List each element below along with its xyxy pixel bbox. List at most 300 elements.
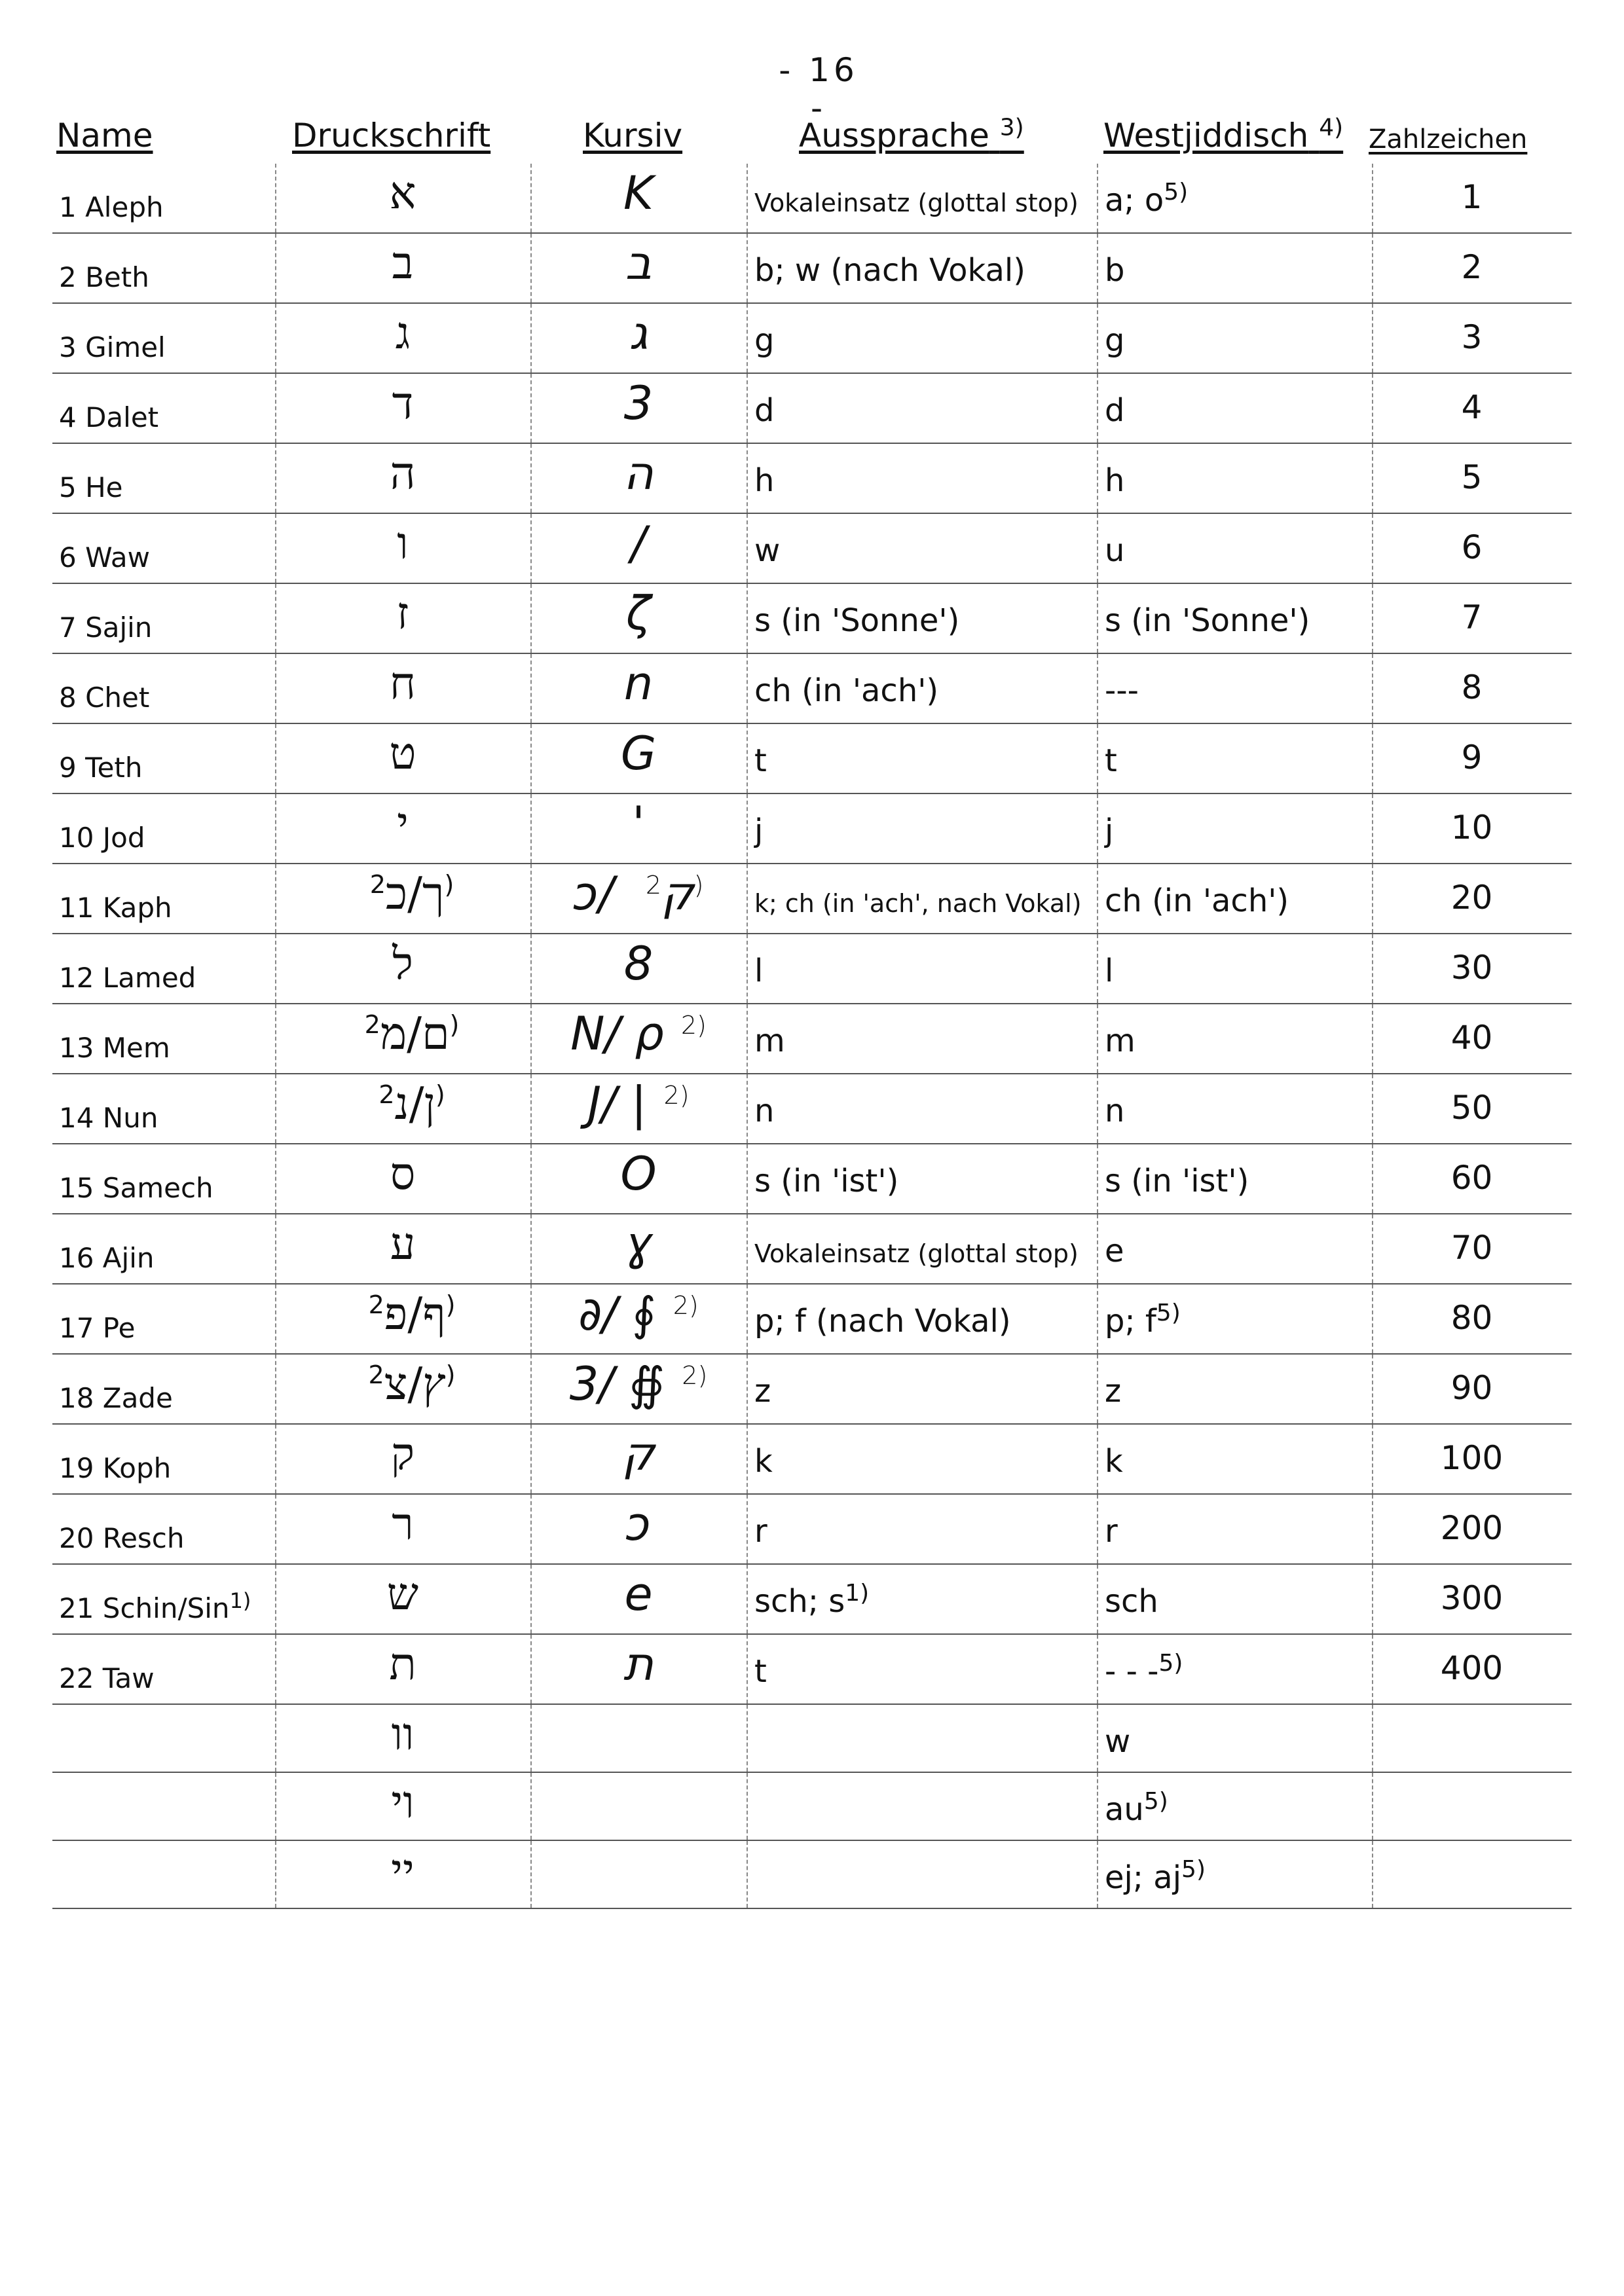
letter-name-text: 2 Beth	[59, 261, 149, 293]
table-cell	[530, 1425, 747, 1493]
kursiv-letter: G	[620, 727, 657, 780]
aussprache-value	[754, 462, 774, 499]
druckschrift-glyph	[275, 1008, 530, 1060]
aussprache-text: sch; s	[754, 1583, 845, 1620]
aussprache-text: p; f (nach Vokal)	[754, 1303, 1011, 1339]
kursiv-letter: K	[623, 166, 654, 220]
kursiv-glyph	[530, 1287, 747, 1341]
zahlzeichen-value: 400	[1440, 1649, 1504, 1687]
kursiv-glyph	[530, 306, 747, 360]
table-row	[52, 654, 1572, 724]
kursiv-letter: ɣ	[625, 1217, 652, 1271]
letter-name-text: 8 Chet	[59, 682, 150, 714]
table-cell	[52, 1355, 275, 1423]
table-cell	[1372, 1841, 1572, 1908]
table-cell	[1372, 1074, 1572, 1143]
table-cell	[747, 584, 1097, 653]
aussprache-value	[754, 742, 767, 779]
zahlzeichen-value: 20	[1450, 879, 1493, 917]
aussprache-value	[754, 252, 1025, 289]
letter-name-text: 6 Waw	[59, 541, 151, 574]
aussprache-value	[754, 1239, 1079, 1268]
druckschrift-glyph	[275, 308, 530, 359]
table-cell	[747, 444, 1097, 513]
westjiddisch-value	[1105, 1093, 1124, 1129]
kursiv-letter: ג	[629, 306, 648, 360]
letter-name-text: 18 Zade	[59, 1382, 173, 1414]
table-cell	[747, 724, 1097, 793]
letter-name	[59, 1382, 173, 1414]
table-cell	[1097, 1635, 1372, 1704]
footnote-marker: 2)	[673, 1290, 699, 1320]
table-cell	[52, 934, 275, 1003]
table-cell	[530, 1214, 747, 1283]
table-row	[52, 934, 1572, 1004]
zahlzeichen-value: 5	[1461, 458, 1483, 496]
table-cell	[530, 1285, 747, 1353]
table-cell	[52, 654, 275, 723]
header-aussprache-label: Aussprache	[799, 117, 989, 155]
table-cell	[275, 514, 530, 583]
druckschrift-digraph: יי	[391, 1845, 415, 1897]
alphabet-table	[52, 98, 1572, 1909]
druckschrift-digraph: וי	[391, 1777, 415, 1829]
table-cell	[1372, 234, 1572, 302]
table-cell	[530, 1074, 747, 1143]
zahlzeichen-value: 30	[1450, 949, 1493, 987]
westjiddisch-value	[1105, 602, 1310, 639]
westjiddisch-value	[1105, 462, 1124, 499]
table-cell	[275, 1495, 530, 1563]
druckschrift-glyph	[275, 238, 530, 289]
table-cell	[52, 794, 275, 863]
header-druckschrift: Druckschrift	[292, 117, 491, 155]
kursiv-letter: 3/ ∯	[569, 1357, 665, 1411]
zahlzeichen-value: 90	[1450, 1369, 1493, 1407]
table-cell	[52, 1004, 275, 1073]
table-row	[52, 1495, 1572, 1565]
kursiv-letter: ת	[623, 1637, 654, 1691]
table-cell	[1097, 934, 1372, 1003]
aussprache-text: Vokaleinsatz (glottal stop)	[754, 1239, 1079, 1268]
druckschrift-glyph	[275, 1777, 530, 1829]
letter-name	[59, 752, 143, 784]
letter-name	[59, 682, 149, 714]
aussprache-text: ch (in 'ach')	[754, 672, 939, 709]
zahlzeichen-value: 10	[1450, 809, 1493, 847]
druckschrift-glyph	[275, 1709, 530, 1760]
letter-name-text: 5 He	[59, 471, 123, 503]
kursiv-letter: /	[631, 517, 646, 570]
header-westjiddisch-note: 4)	[1319, 114, 1344, 141]
kursiv-letter: ɔ/ ק	[573, 867, 694, 920]
table-cell	[1097, 864, 1372, 933]
kursiv-glyph	[530, 1147, 747, 1201]
letter-name	[59, 611, 152, 644]
zahlzeichen-value: 80	[1450, 1299, 1493, 1337]
zahlzeichen-value: 60	[1450, 1159, 1493, 1197]
kursiv-letter: ∂/ ∮	[578, 1287, 656, 1341]
table-cell	[52, 164, 275, 232]
table-cell	[747, 164, 1097, 232]
druckschrift-glyph	[275, 728, 530, 780]
table-cell	[275, 1214, 530, 1283]
kursiv-glyph	[530, 727, 747, 780]
kursiv-glyph	[530, 797, 747, 850]
westjiddisch-value	[1105, 179, 1189, 219]
westjiddisch-text: b	[1105, 252, 1125, 289]
table-row	[52, 304, 1572, 374]
table-cell	[275, 234, 530, 302]
zahlzeichen-value: 40	[1450, 1019, 1493, 1057]
table-cell	[1097, 1773, 1372, 1840]
table-cell	[1372, 444, 1572, 513]
letter-name-text: 17 Pe	[59, 1312, 136, 1344]
westjiddisch-text: r	[1105, 1513, 1118, 1550]
letter-name	[59, 1032, 170, 1064]
westjiddisch-value	[1105, 1023, 1135, 1059]
header-kursiv: Kursiv	[583, 117, 683, 155]
footnote-marker: 2)	[368, 1360, 456, 1390]
table-cell	[52, 1074, 275, 1143]
kursiv-glyph	[530, 587, 747, 640]
druckschrift-letter: ו	[397, 518, 409, 570]
druckschrift-letter: ם/מ	[380, 1008, 450, 1060]
aussprache-value	[754, 889, 1082, 918]
footnote-marker: 5)	[1158, 1650, 1183, 1677]
table-cell	[1372, 584, 1572, 653]
table-cell	[1372, 724, 1572, 793]
table-cell	[1372, 794, 1572, 863]
aussprache-text: z	[754, 1373, 771, 1410]
kursiv-letter: 8	[623, 937, 654, 991]
westjiddisch-text: s (in 'ist')	[1105, 1163, 1249, 1199]
table-cell	[1097, 1705, 1372, 1772]
table-cell	[1372, 1004, 1572, 1073]
table-cell	[747, 1214, 1097, 1283]
header-westjiddisch	[1103, 114, 1344, 155]
druckschrift-glyph	[275, 168, 530, 219]
letter-name-text: 13 Mem	[59, 1032, 170, 1064]
table-cell	[275, 654, 530, 723]
letter-name-text: 12 Lamed	[59, 962, 196, 994]
letter-name-text: 1 Aleph	[59, 191, 164, 223]
footnote-marker: 2)	[682, 1360, 708, 1390]
kursiv-glyph	[530, 657, 747, 710]
kursiv-glyph	[530, 1357, 747, 1411]
aussprache-text: b; w (nach Vokal)	[754, 252, 1025, 289]
letter-name-text: 19 Koph	[59, 1452, 172, 1484]
druckschrift-glyph	[275, 1639, 530, 1690]
table-cell	[530, 1565, 747, 1633]
aussprache-text: k	[754, 1443, 773, 1480]
aussprache-value	[754, 1443, 773, 1480]
footnote-marker: 2)	[364, 1010, 460, 1040]
druckschrift-letter: י	[397, 798, 409, 850]
zahlzeichen-value: 8	[1461, 668, 1483, 706]
westjiddisch-value	[1105, 812, 1113, 849]
table-cell	[747, 1144, 1097, 1213]
table-cell	[530, 1004, 747, 1073]
letter-name	[59, 1242, 154, 1274]
westjiddisch-value	[1105, 1788, 1168, 1828]
westjiddisch-text: sch	[1105, 1583, 1158, 1620]
table-row	[52, 1355, 1572, 1425]
druckschrift-letter: ץ/צ	[384, 1358, 446, 1410]
letter-name	[59, 261, 149, 293]
druckschrift-letter: ז	[396, 588, 409, 640]
table-cell	[275, 1705, 530, 1772]
letter-name	[59, 892, 172, 924]
kursiv-letter: e	[624, 1567, 653, 1621]
westjiddisch-value	[1105, 1163, 1249, 1199]
westjiddisch-value	[1105, 883, 1289, 919]
table-cell	[530, 1635, 747, 1704]
table-cell	[530, 1773, 747, 1840]
table-cell	[1372, 1495, 1572, 1563]
druckschrift-glyph	[275, 658, 530, 710]
table-cell	[530, 444, 747, 513]
druckschrift-letter: ל	[392, 938, 413, 990]
table-row	[52, 1144, 1572, 1214]
druckschrift-letter: ב	[392, 238, 414, 289]
westjiddisch-text: t	[1105, 742, 1117, 779]
table-cell	[1372, 164, 1572, 232]
kursiv-glyph	[530, 1217, 747, 1271]
aussprache-value	[754, 392, 774, 429]
table-cell	[1097, 654, 1372, 723]
aussprache-text: m	[754, 1023, 785, 1059]
table-cell	[530, 1705, 747, 1772]
table-cell	[1372, 304, 1572, 373]
table-cell	[1372, 1705, 1572, 1772]
kursiv-glyph	[530, 867, 747, 920]
druckschrift-letter: ש	[386, 1569, 419, 1620]
druckschrift-glyph	[275, 1218, 530, 1270]
table-cell	[747, 1355, 1097, 1423]
kursiv-letter: 3	[623, 376, 654, 430]
letter-name-text: 11 Kaph	[59, 892, 172, 924]
zahlzeichen-value: 50	[1450, 1089, 1493, 1127]
aussprache-value	[754, 953, 763, 989]
westjiddisch-text: - - -	[1105, 1653, 1159, 1690]
table-cell	[1097, 304, 1372, 373]
table-cell	[1097, 1074, 1372, 1143]
westjiddisch-value	[1105, 322, 1124, 359]
table-cell	[1097, 794, 1372, 863]
letter-name	[59, 962, 196, 994]
table-cell	[747, 514, 1097, 583]
table-cell	[275, 794, 530, 863]
westjiddisch-text: z	[1105, 1373, 1122, 1410]
westjiddisch-text: h	[1105, 462, 1125, 499]
druckschrift-glyph	[275, 1078, 530, 1130]
druckschrift-glyph	[275, 1845, 530, 1897]
letter-name-text: 16 Ajin	[59, 1242, 155, 1274]
druckschrift-letter: ר	[392, 1499, 414, 1550]
letter-name	[59, 541, 150, 574]
table-row-digraph	[52, 1705, 1572, 1773]
zahlzeichen-value: 70	[1450, 1229, 1493, 1267]
westjiddisch-text: j	[1105, 812, 1114, 849]
table-cell	[1097, 1841, 1372, 1908]
druckschrift-letter: ס	[390, 1148, 416, 1200]
table-cell	[1372, 654, 1572, 723]
westjiddisch-text: ---	[1105, 672, 1139, 709]
table-cell	[1372, 1425, 1572, 1493]
westjiddisch-text: au	[1105, 1791, 1144, 1828]
druckschrift-letter: ק	[390, 1429, 415, 1480]
druckschrift-glyph	[275, 588, 530, 640]
kursiv-glyph	[530, 236, 747, 290]
table-cell	[1372, 1214, 1572, 1283]
table-cell	[275, 444, 530, 513]
table-row	[52, 444, 1572, 514]
table-cell	[1097, 1144, 1372, 1213]
table-cell	[275, 304, 530, 373]
table-cell	[1372, 1773, 1572, 1840]
letter-name-text: 7 Sajin	[59, 611, 153, 644]
zahlzeichen-value: 2	[1461, 248, 1483, 286]
aussprache-value	[754, 1580, 870, 1620]
letter-name	[59, 471, 123, 503]
westjiddisch-text: e	[1105, 1233, 1124, 1269]
aussprache-text: t	[754, 1653, 767, 1690]
druckschrift-glyph	[275, 1358, 530, 1410]
table-cell	[1372, 1144, 1572, 1213]
aussprache-text: g	[754, 322, 775, 359]
table-cell	[52, 1425, 275, 1493]
druckschrift-glyph	[275, 798, 530, 850]
table-row	[52, 1285, 1572, 1355]
letter-name-text: 10 Jod	[59, 822, 145, 854]
table-cell	[275, 724, 530, 793]
footnote-marker: 5)	[1156, 1300, 1181, 1326]
zahlzeichen-value: 6	[1461, 528, 1483, 566]
table-header-row	[52, 98, 1572, 164]
table-cell	[1372, 1285, 1572, 1353]
westjiddisch-value	[1105, 1723, 1130, 1760]
table-body	[52, 164, 1572, 1909]
druckschrift-glyph	[275, 378, 530, 429]
table-cell	[52, 1214, 275, 1283]
kursiv-letter: ζ	[625, 587, 652, 640]
druckschrift-letter: ף/פ	[384, 1288, 446, 1340]
table-row	[52, 1214, 1572, 1285]
westjiddisch-value	[1105, 953, 1113, 989]
westjiddisch-text: g	[1105, 322, 1125, 359]
table-cell	[747, 374, 1097, 443]
aussprache-text: r	[754, 1513, 767, 1550]
aussprache-text: n	[754, 1093, 775, 1129]
kursiv-letter: J/ |	[587, 1077, 647, 1131]
table-cell	[52, 1773, 275, 1840]
table-cell	[1372, 934, 1572, 1003]
letter-name-note: 1)	[229, 1588, 251, 1613]
westjiddisch-value	[1105, 1443, 1123, 1480]
table-cell	[275, 1355, 530, 1423]
kursiv-glyph	[530, 1007, 747, 1061]
druckschrift-letter: ן/נ	[394, 1078, 435, 1130]
druckschrift-glyph	[275, 1499, 530, 1550]
letter-name-text: 15 Samech	[59, 1172, 213, 1204]
aussprache-value	[754, 1373, 771, 1410]
table-row	[52, 1425, 1572, 1495]
zahlzeichen-value: 4	[1461, 388, 1483, 426]
table-cell	[1097, 374, 1372, 443]
letter-name	[59, 401, 158, 433]
aussprache-value	[754, 1513, 767, 1550]
aussprache-value	[754, 322, 774, 359]
table-cell	[747, 1841, 1097, 1908]
table-cell	[1097, 1004, 1372, 1073]
footnote-marker: 2)	[368, 1290, 456, 1320]
table-cell	[275, 1841, 530, 1908]
table-cell	[275, 1074, 530, 1143]
kursiv-glyph	[530, 446, 747, 500]
druckschrift-glyph	[275, 1569, 530, 1620]
westjiddisch-text: m	[1105, 1023, 1135, 1059]
table-cell	[530, 1841, 747, 1908]
letter-name-text: 3 Gimel	[59, 331, 166, 363]
aussprache-value	[754, 1023, 785, 1059]
table-row	[52, 514, 1572, 584]
table-cell	[52, 1635, 275, 1704]
aussprache-text: s (in 'Sonne')	[754, 602, 960, 639]
table-cell	[275, 934, 530, 1003]
letter-name-text: 20 Resch	[59, 1522, 185, 1554]
letter-name-text: 14 Nun	[59, 1102, 158, 1134]
footnote-marker: 5)	[1181, 1856, 1206, 1883]
kursiv-glyph	[530, 376, 747, 430]
table-cell	[747, 1074, 1097, 1143]
kursiv-glyph	[530, 1427, 747, 1481]
table-cell	[530, 1355, 747, 1423]
aussprache-value	[754, 1093, 774, 1129]
kursiv-glyph	[530, 1637, 747, 1691]
table-cell	[1097, 584, 1372, 653]
table-cell	[275, 164, 530, 232]
westjiddisch-text: w	[1105, 1723, 1131, 1760]
druckschrift-letter: ת	[389, 1639, 416, 1690]
druckschrift-glyph	[275, 448, 530, 500]
table-cell	[52, 514, 275, 583]
kursiv-glyph	[530, 1497, 747, 1551]
table-cell	[747, 794, 1097, 863]
letter-name	[59, 1172, 213, 1204]
westjiddisch-value	[1105, 742, 1117, 779]
kursiv-letter: n	[623, 657, 654, 710]
table-cell	[1372, 514, 1572, 583]
table-cell	[52, 724, 275, 793]
westjiddisch-text: a; o	[1105, 182, 1164, 219]
table-row	[52, 1635, 1572, 1705]
table-cell	[52, 1705, 275, 1772]
table-cell	[1097, 444, 1372, 513]
letter-name	[59, 822, 145, 854]
table-row-digraph	[52, 1773, 1572, 1841]
table-cell	[275, 1635, 530, 1704]
table-cell	[1097, 1565, 1372, 1633]
kursiv-letter: O	[620, 1147, 657, 1201]
druckschrift-glyph	[275, 1288, 530, 1340]
aussprache-value	[754, 1653, 767, 1690]
table-row-digraph	[52, 1841, 1572, 1909]
letter-name	[59, 1662, 155, 1694]
header-name: Name	[56, 117, 153, 155]
westjiddisch-text: ch (in 'ach')	[1105, 883, 1289, 919]
westjiddisch-text: p; f	[1105, 1303, 1156, 1339]
